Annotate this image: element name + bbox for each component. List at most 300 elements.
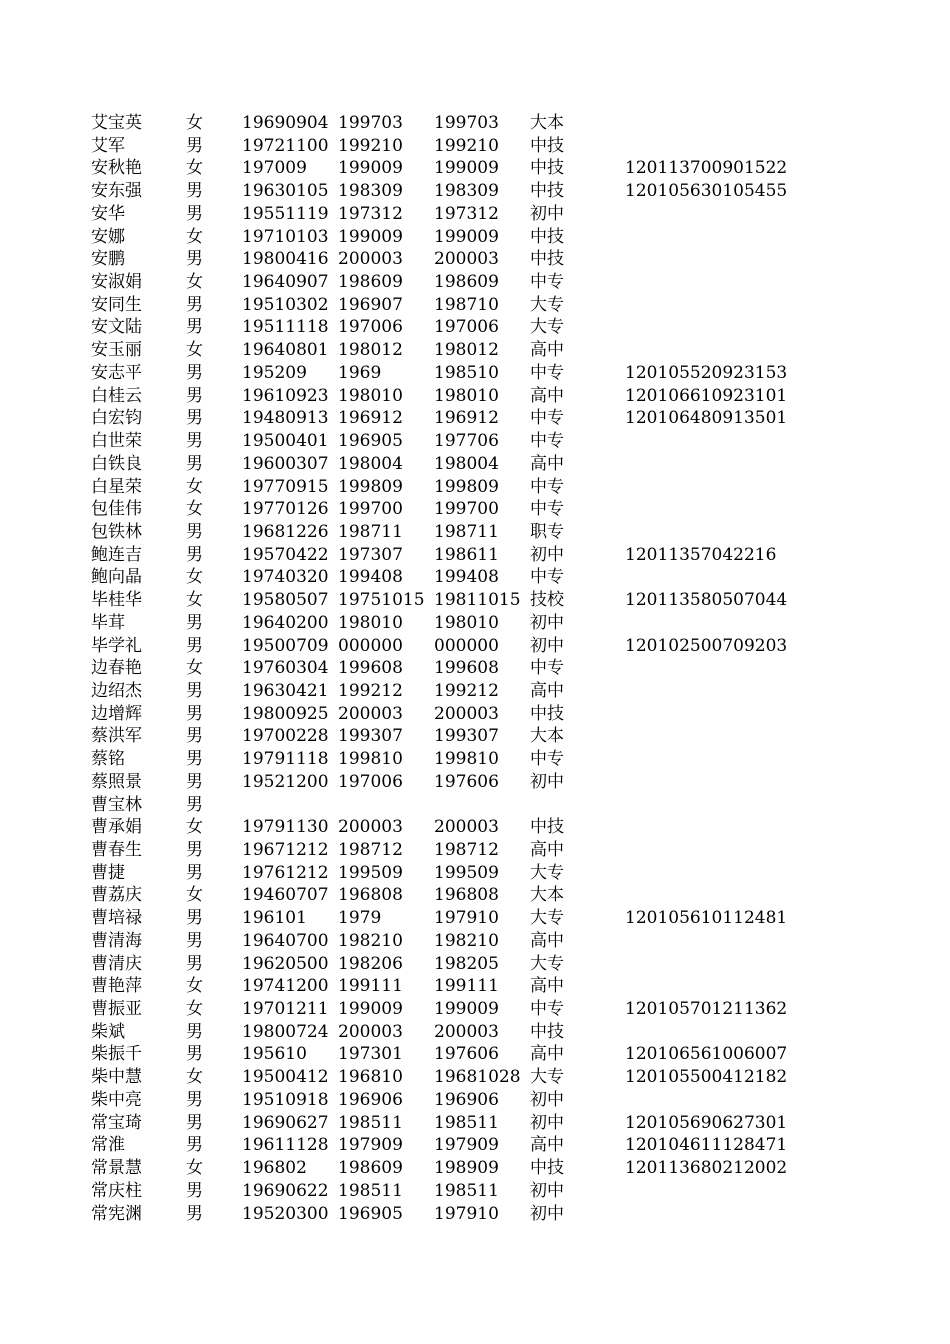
education-cell: 大专	[530, 862, 564, 883]
join-date-cell: 197910	[434, 1203, 499, 1224]
table-row	[0, 839, 950, 862]
sex-cell: 男	[186, 1044, 203, 1065]
join-date-cell: 199700	[434, 499, 499, 520]
table-row	[0, 907, 950, 930]
table-row	[0, 316, 950, 339]
sex-cell: 女	[186, 226, 203, 247]
birth-date-cell: 196101	[242, 908, 307, 929]
education-cell: 中专	[530, 431, 564, 452]
join-date-cell: 199009	[434, 158, 499, 179]
education-cell: 中技	[530, 1158, 564, 1179]
birth-date-cell: 19520300	[242, 1203, 329, 1224]
table-row	[0, 362, 950, 385]
name-cell: 毕学礼	[91, 635, 142, 656]
sex-cell: 女	[186, 590, 203, 611]
sex-cell: 男	[186, 930, 203, 951]
id-number-cell: 12011357042216	[625, 544, 777, 565]
education-cell: 初中	[530, 1112, 564, 1133]
id-number-cell: 120105610112481	[625, 908, 788, 929]
education-cell: 大专	[530, 1067, 564, 1088]
education-cell: 高中	[530, 453, 564, 474]
education-cell: 中技	[530, 158, 564, 179]
name-cell: 安志平	[91, 362, 142, 383]
id-number-cell: 120105500412182	[625, 1067, 788, 1088]
work-start-cell: 197301	[338, 1044, 403, 1065]
education-cell: 初中	[530, 1089, 564, 1110]
birth-date-cell: 19640200	[242, 612, 329, 633]
table-row	[0, 703, 950, 726]
birth-date-cell: 19760304	[242, 658, 329, 679]
table-row	[0, 680, 950, 703]
education-cell: 中专	[530, 658, 564, 679]
sex-cell: 男	[186, 862, 203, 883]
birth-date-cell: 19791130	[242, 817, 329, 838]
table-row	[0, 112, 950, 135]
birth-date-cell: 19640907	[242, 272, 329, 293]
birth-date-cell: 195610	[242, 1044, 307, 1065]
join-date-cell: 200003	[434, 1021, 499, 1042]
id-number-cell: 120104611128471	[625, 1135, 788, 1156]
sex-cell: 男	[186, 612, 203, 633]
work-start-cell: 19751015	[338, 590, 425, 611]
sex-cell: 男	[186, 1089, 203, 1110]
name-cell: 蔡铭	[91, 749, 125, 770]
education-cell: 初中	[530, 1203, 564, 1224]
join-date-cell: 199809	[434, 476, 499, 497]
table-row	[0, 1021, 950, 1044]
education-cell: 高中	[530, 680, 564, 701]
name-cell: 曹宝林	[91, 794, 142, 815]
education-cell: 大本	[530, 113, 564, 133]
work-start-cell: 000000	[338, 635, 403, 656]
birth-date-cell: 19741200	[242, 976, 329, 997]
work-start-cell: 198010	[338, 612, 403, 633]
birth-date-cell: 19620500	[242, 953, 329, 974]
birth-date-cell: 19511118	[242, 317, 329, 338]
birth-date-cell: 19611128	[242, 1135, 329, 1156]
join-date-cell: 197909	[434, 1135, 499, 1156]
name-cell: 柴斌	[91, 1021, 125, 1042]
education-cell: 高中	[530, 976, 564, 997]
education-cell: 中技	[530, 181, 564, 202]
work-start-cell: 200003	[338, 1021, 403, 1042]
work-start-cell: 196810	[338, 1067, 403, 1088]
work-start-cell: 199212	[338, 680, 403, 701]
work-start-cell: 199210	[338, 135, 403, 156]
sex-cell: 女	[186, 499, 203, 520]
education-cell: 高中	[530, 385, 564, 406]
table-row	[0, 453, 950, 476]
work-start-cell: 1969	[338, 362, 382, 383]
work-start-cell: 197006	[338, 771, 403, 792]
name-cell: 常宝琦	[91, 1112, 142, 1133]
birth-date-cell: 19551119	[242, 203, 329, 224]
join-date-cell: 19681028	[434, 1067, 521, 1088]
birth-date-cell: 19671212	[242, 840, 329, 860]
work-start-cell: 196808	[338, 885, 403, 906]
work-start-cell: 199307	[338, 726, 403, 747]
table-row	[0, 953, 950, 976]
birth-date-cell: 19480913	[242, 408, 329, 429]
table-row	[0, 725, 950, 748]
table-row	[0, 248, 950, 271]
work-start-cell: 196906	[338, 1089, 403, 1110]
id-number-cell: 120113680212002	[625, 1158, 788, 1179]
work-start-cell: 199703	[338, 113, 403, 133]
name-cell: 白桂云	[91, 385, 142, 406]
id-number-cell: 120113700901522	[625, 158, 788, 179]
sex-cell: 男	[186, 181, 203, 202]
birth-date-cell: 19770126	[242, 499, 329, 520]
join-date-cell: 198010	[434, 612, 499, 633]
work-start-cell: 198511	[338, 1180, 403, 1201]
name-cell: 安娜	[91, 226, 125, 247]
table-row	[0, 862, 950, 885]
education-cell: 高中	[530, 930, 564, 951]
join-date-cell: 197606	[434, 771, 499, 792]
table-row	[0, 930, 950, 953]
work-start-cell: 197909	[338, 1135, 403, 1156]
name-cell: 曹荔庆	[91, 885, 142, 906]
work-start-cell: 199810	[338, 749, 403, 770]
id-number-cell: 120113580507044	[625, 590, 788, 611]
education-cell: 中专	[530, 999, 564, 1020]
name-cell: 包佳伟	[91, 499, 142, 520]
sex-cell: 男	[186, 385, 203, 406]
work-start-cell: 196905	[338, 1203, 403, 1224]
join-date-cell: 199810	[434, 749, 499, 770]
work-start-cell: 198210	[338, 930, 403, 951]
birth-date-cell: 19800724	[242, 1021, 329, 1042]
table-row	[0, 1134, 950, 1157]
join-date-cell: 199009	[434, 999, 499, 1020]
table-row	[0, 1066, 950, 1089]
education-cell: 大专	[530, 908, 564, 929]
name-cell: 白铁良	[91, 453, 142, 474]
name-cell: 安东强	[91, 181, 142, 202]
join-date-cell: 198712	[434, 840, 499, 860]
birth-date-cell: 19510918	[242, 1089, 329, 1110]
name-cell: 安同生	[91, 294, 142, 315]
sex-cell: 女	[186, 113, 203, 133]
birth-date-cell: 19721100	[242, 135, 329, 156]
name-cell: 边春艳	[91, 658, 142, 679]
birth-date-cell: 19690904	[242, 113, 329, 133]
work-start-cell: 196905	[338, 431, 403, 452]
sex-cell: 男	[186, 453, 203, 474]
education-cell: 中专	[530, 476, 564, 497]
name-cell: 柴中亮	[91, 1089, 142, 1110]
sex-cell: 男	[186, 294, 203, 315]
name-cell: 曹春生	[91, 840, 142, 860]
join-date-cell: 199509	[434, 862, 499, 883]
work-start-cell: 199700	[338, 499, 403, 520]
birth-date-cell: 19800925	[242, 703, 329, 724]
sex-cell: 男	[186, 771, 203, 792]
name-cell: 安华	[91, 203, 125, 224]
name-cell: 蔡照景	[91, 771, 142, 792]
table-row	[0, 1203, 950, 1226]
education-cell: 中技	[530, 135, 564, 156]
join-date-cell: 198609	[434, 272, 499, 293]
name-cell: 蔡洪军	[91, 726, 142, 747]
sex-cell: 男	[186, 1021, 203, 1042]
id-number-cell: 120102500709203	[625, 635, 788, 656]
work-start-cell: 199009	[338, 999, 403, 1020]
join-date-cell: 198511	[434, 1112, 499, 1133]
table-row	[0, 226, 950, 249]
sex-cell: 女	[186, 340, 203, 361]
name-cell: 白宏钧	[91, 408, 142, 429]
birth-date-cell: 19630105	[242, 181, 329, 202]
education-cell: 中专	[530, 272, 564, 293]
table-row	[0, 430, 950, 453]
join-date-cell: 199307	[434, 726, 499, 747]
sex-cell: 男	[186, 362, 203, 383]
join-date-cell: 198611	[434, 544, 499, 565]
table-row	[0, 566, 950, 589]
education-cell: 高中	[530, 1044, 564, 1065]
sex-cell: 男	[186, 1203, 203, 1224]
work-start-cell: 198712	[338, 840, 403, 860]
education-cell: 中技	[530, 249, 564, 270]
work-start-cell: 197307	[338, 544, 403, 565]
id-number-cell: 120106610923101	[625, 385, 788, 406]
sex-cell: 男	[186, 1112, 203, 1133]
join-date-cell: 198510	[434, 362, 499, 383]
name-cell: 曹清海	[91, 930, 142, 951]
join-date-cell: 196808	[434, 885, 499, 906]
join-date-cell: 197312	[434, 203, 499, 224]
birth-date-cell: 19740320	[242, 567, 329, 588]
id-number-cell: 120105630105455	[625, 181, 788, 202]
birth-date-cell: 19500709	[242, 635, 329, 656]
name-cell: 柴中慧	[91, 1067, 142, 1088]
birth-date-cell: 19700228	[242, 726, 329, 747]
table-row	[0, 1180, 950, 1203]
work-start-cell: 198206	[338, 953, 403, 974]
education-cell: 初中	[530, 544, 564, 565]
birth-date-cell: 19570422	[242, 544, 329, 565]
sex-cell: 女	[186, 885, 203, 906]
join-date-cell: 197706	[434, 431, 499, 452]
education-cell: 中专	[530, 499, 564, 520]
work-start-cell: 197006	[338, 317, 403, 338]
sex-cell: 女	[186, 999, 203, 1020]
sex-cell: 男	[186, 703, 203, 724]
table-row	[0, 203, 950, 226]
sex-cell: 女	[186, 272, 203, 293]
education-cell: 大本	[530, 726, 564, 747]
data-table	[0, 112, 950, 1225]
table-row	[0, 884, 950, 907]
education-cell: 中专	[530, 749, 564, 770]
table-row	[0, 544, 950, 567]
join-date-cell: 19811015	[434, 590, 521, 611]
work-start-cell: 197312	[338, 203, 403, 224]
join-date-cell: 196906	[434, 1089, 499, 1110]
education-cell: 初中	[530, 612, 564, 633]
sex-cell: 男	[186, 521, 203, 542]
education-cell: 技校	[530, 590, 564, 611]
join-date-cell: 199703	[434, 113, 499, 133]
name-cell: 曹艳萍	[91, 976, 142, 997]
sex-cell: 女	[186, 1067, 203, 1088]
birth-date-cell: 19640801	[242, 340, 329, 361]
name-cell: 柴振千	[91, 1044, 142, 1065]
name-cell: 安秋艳	[91, 158, 142, 179]
join-date-cell: 198909	[434, 1158, 499, 1179]
table-row	[0, 794, 950, 817]
sex-cell: 女	[186, 158, 203, 179]
join-date-cell: 198710	[434, 294, 499, 315]
name-cell: 曹振亚	[91, 999, 142, 1020]
join-date-cell: 198012	[434, 340, 499, 361]
birth-date-cell: 19690622	[242, 1180, 329, 1201]
table-row	[0, 407, 950, 430]
table-row	[0, 498, 950, 521]
education-cell: 大专	[530, 953, 564, 974]
sex-cell: 男	[186, 408, 203, 429]
work-start-cell: 199111	[338, 976, 403, 997]
table-row	[0, 612, 950, 635]
birth-date-cell: 19580507	[242, 590, 329, 611]
birth-date-cell: 19510302	[242, 294, 329, 315]
name-cell: 包铁林	[91, 521, 142, 542]
birth-date-cell: 19791118	[242, 749, 329, 770]
education-cell: 大专	[530, 294, 564, 315]
table-row	[0, 589, 950, 612]
work-start-cell: 198012	[338, 340, 403, 361]
education-cell: 中技	[530, 1021, 564, 1042]
name-cell: 常宪渊	[91, 1203, 142, 1224]
table-row	[0, 816, 950, 839]
id-number-cell: 120105520923153	[625, 362, 788, 383]
birth-date-cell: 19640700	[242, 930, 329, 951]
sex-cell: 男	[186, 635, 203, 656]
join-date-cell: 199408	[434, 567, 499, 588]
join-date-cell: 199009	[434, 226, 499, 247]
birth-date-cell: 19500401	[242, 431, 329, 452]
join-date-cell: 197910	[434, 908, 499, 929]
table-row	[0, 1043, 950, 1066]
table-row	[0, 385, 950, 408]
work-start-cell: 198004	[338, 453, 403, 474]
join-date-cell: 198010	[434, 385, 499, 406]
sex-cell: 男	[186, 908, 203, 929]
sex-cell: 男	[186, 680, 203, 701]
sex-cell: 男	[186, 135, 203, 156]
table-row	[0, 294, 950, 317]
work-start-cell: 198309	[338, 181, 403, 202]
table-row	[0, 476, 950, 499]
id-number-cell: 120106480913501	[625, 408, 788, 429]
join-date-cell: 198511	[434, 1180, 499, 1201]
work-start-cell: 199009	[338, 158, 403, 179]
sex-cell: 女	[186, 817, 203, 838]
name-cell: 安玉丽	[91, 340, 142, 361]
work-start-cell: 198609	[338, 272, 403, 293]
join-date-cell: 200003	[434, 249, 499, 270]
sex-cell: 男	[186, 203, 203, 224]
join-date-cell: 199212	[434, 680, 499, 701]
name-cell: 白星荣	[91, 476, 142, 497]
join-date-cell: 196912	[434, 408, 499, 429]
sex-cell: 男	[186, 840, 203, 860]
name-cell: 艾军	[91, 135, 125, 156]
table-row	[0, 771, 950, 794]
education-cell: 大专	[530, 317, 564, 338]
education-cell: 初中	[530, 203, 564, 224]
birth-date-cell: 19460707	[242, 885, 329, 906]
join-date-cell: 198004	[434, 453, 499, 474]
birth-date-cell: 19800416	[242, 249, 329, 270]
name-cell: 安文陆	[91, 317, 142, 338]
name-cell: 安淑娟	[91, 272, 142, 293]
name-cell: 边增辉	[91, 703, 142, 724]
work-start-cell: 199809	[338, 476, 403, 497]
birth-date-cell: 19630421	[242, 680, 329, 701]
education-cell: 大本	[530, 885, 564, 906]
birth-date-cell: 19761212	[242, 862, 329, 883]
id-number-cell: 120106561006007	[625, 1044, 788, 1065]
sex-cell: 男	[186, 794, 203, 815]
name-cell: 常景慧	[91, 1158, 142, 1179]
name-cell: 鲍向晶	[91, 567, 142, 588]
name-cell: 曹培禄	[91, 908, 142, 929]
birth-date-cell: 196802	[242, 1158, 307, 1179]
birth-date-cell: 19500412	[242, 1067, 329, 1088]
work-start-cell: 196912	[338, 408, 403, 429]
work-start-cell: 198609	[338, 1158, 403, 1179]
table-row	[0, 135, 950, 158]
education-cell: 高中	[530, 840, 564, 860]
birth-date-cell: 19710103	[242, 226, 329, 247]
education-cell: 高中	[530, 340, 564, 361]
table-row	[0, 998, 950, 1021]
birth-date-cell: 19770915	[242, 476, 329, 497]
education-cell: 中技	[530, 703, 564, 724]
sex-cell: 男	[186, 544, 203, 565]
join-date-cell: 198309	[434, 181, 499, 202]
birth-date-cell: 19521200	[242, 771, 329, 792]
id-number-cell: 120105701211362	[625, 999, 788, 1020]
name-cell: 曹承娟	[91, 817, 142, 838]
work-start-cell: 1979	[338, 908, 382, 929]
birth-date-cell: 19610923	[242, 385, 329, 406]
sex-cell: 男	[186, 1180, 203, 1201]
sex-cell: 女	[186, 976, 203, 997]
education-cell: 中专	[530, 567, 564, 588]
table-row	[0, 657, 950, 680]
name-cell: 白世荣	[91, 431, 142, 452]
table-row	[0, 1089, 950, 1112]
birth-date-cell: 19690627	[242, 1112, 329, 1133]
work-start-cell: 199009	[338, 226, 403, 247]
education-cell: 中技	[530, 226, 564, 247]
name-cell: 曹清庆	[91, 953, 142, 974]
sex-cell: 女	[186, 658, 203, 679]
name-cell: 边绍杰	[91, 680, 142, 701]
work-start-cell: 200003	[338, 703, 403, 724]
education-cell: 初中	[530, 1180, 564, 1201]
table-row	[0, 975, 950, 998]
sex-cell: 男	[186, 317, 203, 338]
name-cell: 常淮	[91, 1135, 125, 1156]
education-cell: 中专	[530, 362, 564, 383]
join-date-cell: 197006	[434, 317, 499, 338]
name-cell: 鲍连吉	[91, 544, 142, 565]
